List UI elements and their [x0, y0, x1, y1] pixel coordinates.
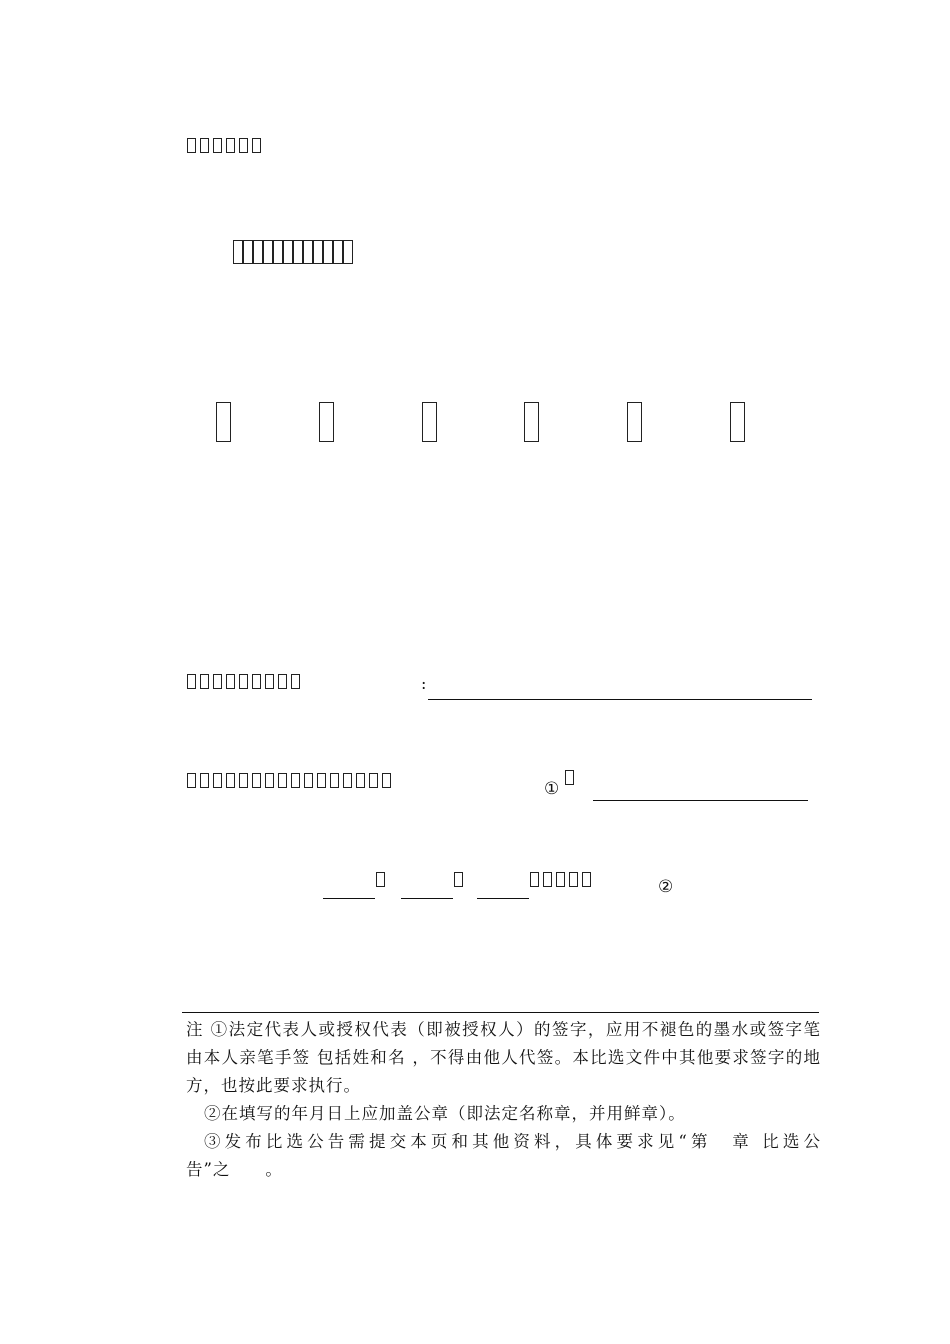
- header-glyph-box: [239, 138, 248, 153]
- signature-label-glyph-box: [291, 773, 300, 788]
- header-glyph-box: [213, 138, 222, 153]
- signature-label-glyph-box: [382, 773, 391, 788]
- day-trailing-glyph-box: [530, 872, 539, 887]
- header-glyph-box: [187, 138, 196, 153]
- signature-label-glyph-box: [239, 773, 248, 788]
- caption-text: [233, 240, 353, 264]
- day-trailing-glyph-box: [569, 872, 578, 887]
- signature-field-line[interactable]: [593, 800, 808, 801]
- month-unit-glyph-box: [454, 872, 463, 887]
- name-label-glyph-box: [252, 674, 261, 689]
- day-trailing-glyph-box: [582, 872, 591, 887]
- caption-glyph-box: [323, 240, 333, 264]
- signature-label-glyph-box: [317, 773, 326, 788]
- header-glyph-box: [252, 138, 261, 153]
- caption-glyph-box: [263, 240, 273, 264]
- signature-field-label: [187, 773, 395, 788]
- note-3: ③发布比选公告需提交本页和其他资料，具体要求见“第 章 比选公告”之 。: [186, 1132, 821, 1179]
- signature-label-glyph-box: [304, 773, 313, 788]
- notes-divider: [182, 1012, 819, 1013]
- caption-glyph-box: [253, 240, 263, 264]
- signature-label-glyph-box: [369, 773, 378, 788]
- signature-label-glyph-box: [187, 773, 196, 788]
- title-glyph-box: [730, 402, 745, 442]
- signature-label-glyph-box: [330, 773, 339, 788]
- name-field-colon: :: [421, 674, 427, 693]
- year-blank[interactable]: [323, 898, 375, 899]
- caption-glyph-box: [243, 240, 253, 264]
- caption-glyph-box: [273, 240, 283, 264]
- name-field-label: [187, 674, 304, 689]
- header-text: [187, 138, 265, 153]
- title-glyph-box: [524, 402, 539, 442]
- month-unit: [454, 872, 467, 887]
- day-trailing-text: [530, 872, 595, 887]
- day-blank[interactable]: [477, 898, 529, 899]
- header-glyph-box: [200, 138, 209, 153]
- day-trailing-glyph-box: [556, 872, 565, 887]
- name-label-glyph-box: [200, 674, 209, 689]
- caption-glyph-box: [293, 240, 303, 264]
- month-blank[interactable]: [401, 898, 453, 899]
- signature-label-glyph-box: [343, 773, 352, 788]
- caption-glyph-box: [233, 240, 243, 264]
- signature-label-glyph-box: [213, 773, 222, 788]
- name-label-glyph-box: [291, 674, 300, 689]
- caption-glyph-box: [283, 240, 293, 264]
- header-glyph-box: [226, 138, 235, 153]
- signature-label-glyph-box: [356, 773, 365, 788]
- name-label-glyph-box: [213, 674, 222, 689]
- note-2: ②在填写的年月日上应加盖公章（即法定名称章，并用鲜章）。: [204, 1104, 686, 1123]
- title-glyph-box: [319, 402, 334, 442]
- signature-label-glyph-box: [278, 773, 287, 788]
- caption-glyph-box: [303, 240, 313, 264]
- caption-glyph-box: [343, 240, 353, 264]
- title-glyph-box: [422, 402, 437, 442]
- document-title: [216, 402, 746, 444]
- name-label-glyph-box: [278, 674, 287, 689]
- signature-label-glyph-box: [200, 773, 209, 788]
- note-1: 注 ①法定代表人或授权代表（即被授权人）的签字，应用不褪色的墨水或签字笔由本人亲笔手签 包括姓和名 ，不得由他人代签。本比选文件中其他要求签字的地方，也按此要求执行。: [186, 1020, 821, 1095]
- date-marker: ②: [658, 877, 674, 897]
- signature-label-glyph-box: [265, 773, 274, 788]
- title-glyph-box: [627, 402, 642, 442]
- signature-label-glyph-box: [252, 773, 261, 788]
- name-label-glyph-box: [265, 674, 274, 689]
- title-glyph-box: [216, 402, 231, 442]
- signature-trailing-glyph: [565, 770, 578, 785]
- day-trailing-glyph-box: [543, 872, 552, 887]
- name-label-glyph-box: [226, 674, 235, 689]
- name-field-line[interactable]: [428, 699, 812, 700]
- year-unit: [376, 872, 389, 887]
- caption-glyph-box: [313, 240, 323, 264]
- name-label-glyph-box: [187, 674, 196, 689]
- notes-section: [186, 1016, 821, 1184]
- signature-trailing-glyph-box: [565, 770, 574, 785]
- caption-glyph-box: [333, 240, 343, 264]
- year-unit-glyph-box: [376, 872, 385, 887]
- name-label-glyph-box: [239, 674, 248, 689]
- signature-label-glyph-box: [226, 773, 235, 788]
- signature-marker: ①: [544, 779, 560, 799]
